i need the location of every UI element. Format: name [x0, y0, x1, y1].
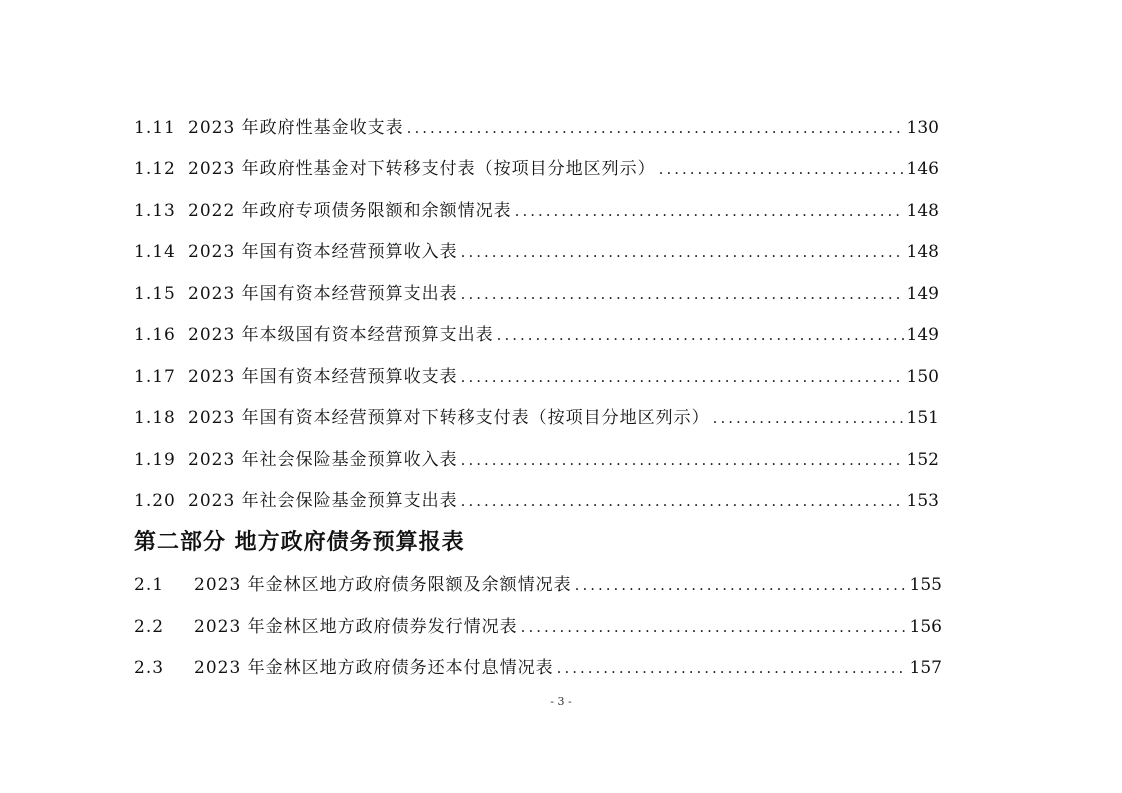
dot-leader — [461, 240, 904, 264]
toc-entry-1-11[interactable] — [134, 116, 939, 140]
toc-entry-title: 2023 年国有资本经营预算对下转移支付表（按项目分地区列示） — [188, 408, 710, 428]
section-heading-part-2: 第二部分 地方政府债务预算报表 — [134, 530, 465, 555]
toc-entry-page: 152 — [906, 450, 939, 470]
toc-entry-number: 1.19 — [134, 450, 176, 470]
toc-entry-1-17[interactable] — [134, 365, 939, 389]
toc-entry-1-12[interactable] — [134, 157, 939, 181]
toc-entry-page: 149 — [906, 284, 939, 304]
toc-entry-1-13[interactable] — [134, 199, 939, 223]
dot-leader — [461, 489, 904, 513]
toc-entry-title: 2023 年政府性基金收支表 — [188, 118, 404, 138]
toc-entry-page: 155 — [909, 575, 942, 595]
toc-entry-number: 1.11 — [134, 118, 176, 138]
toc-entry-1-18[interactable] — [134, 406, 939, 430]
dot-leader — [497, 323, 904, 347]
toc-entry-number: 1.17 — [134, 367, 176, 387]
toc-entry-page: 151 — [906, 408, 939, 428]
toc-entry-title: 2023 年政府性基金对下转移支付表（按项目分地区列示） — [188, 159, 656, 179]
toc-entry-number: 1.12 — [134, 159, 176, 179]
toc-entry-1-15[interactable] — [134, 282, 939, 306]
toc-entry-page: 156 — [909, 617, 942, 637]
dot-leader — [515, 199, 904, 223]
toc-entry-number: 2.2 — [134, 617, 165, 637]
toc-entry-page: 148 — [906, 242, 939, 262]
toc-entry-number: 1.18 — [134, 408, 176, 428]
dot-leader — [461, 448, 904, 472]
toc-entry-title: 2023 年金林区地方政府债券发行情况表 — [194, 617, 518, 637]
toc-entry-title: 2022 年政府专项债务限额和余额情况表 — [188, 201, 512, 221]
toc-entry-page: 130 — [906, 118, 939, 138]
toc-entry-title: 2023 年社会保险基金预算支出表 — [188, 491, 458, 511]
toc-entry-title: 2023 年国有资本经营预算收入表 — [188, 242, 458, 262]
toc-entry-1-20[interactable] — [134, 489, 939, 513]
toc-entry-number: 1.20 — [134, 491, 176, 511]
dot-leader — [407, 116, 904, 140]
dot-leader — [557, 656, 907, 680]
dot-leader — [521, 615, 907, 639]
toc-entry-number: 1.14 — [134, 242, 176, 262]
toc-entry-number: 1.15 — [134, 284, 176, 304]
toc-entry-page: 150 — [906, 367, 939, 387]
toc-entry-2-1[interactable] — [134, 573, 942, 597]
toc-entry-page: 148 — [906, 201, 939, 221]
toc-entry-1-19[interactable] — [134, 448, 939, 472]
toc-entry-1-16[interactable] — [134, 323, 939, 347]
toc-entry-number: 2.1 — [134, 575, 165, 595]
dot-leader — [461, 282, 904, 306]
page-number-footer: - 3 - — [550, 695, 572, 708]
dot-leader — [659, 157, 904, 181]
toc-entry-2-3[interactable] — [134, 656, 942, 680]
toc-entry-page: 146 — [906, 159, 939, 179]
toc-entry-title: 2023 年社会保险基金预算收入表 — [188, 450, 458, 470]
dot-leader — [575, 573, 907, 597]
toc-entry-2-2[interactable] — [134, 615, 942, 639]
toc-entry-title: 2023 年本级国有资本经营预算支出表 — [188, 325, 494, 345]
toc-entry-number: 1.16 — [134, 325, 176, 345]
toc-entry-title: 2023 年金林区地方政府债务还本付息情况表 — [194, 658, 554, 678]
dot-leader — [461, 365, 904, 389]
toc-entry-number: 1.13 — [134, 201, 176, 221]
toc-entry-title: 2023 年国有资本经营预算收支表 — [188, 367, 458, 387]
toc-entry-1-14[interactable] — [134, 240, 939, 264]
toc-entry-page: 149 — [906, 325, 939, 345]
toc-entry-page: 153 — [906, 491, 939, 511]
toc-entry-title: 2023 年国有资本经营预算支出表 — [188, 284, 458, 304]
toc-entry-page: 157 — [909, 658, 942, 678]
toc-entry-number: 2.3 — [134, 658, 165, 678]
dot-leader — [713, 406, 904, 430]
toc-entry-title: 2023 年金林区地方政府债务限额及余额情况表 — [194, 575, 572, 595]
